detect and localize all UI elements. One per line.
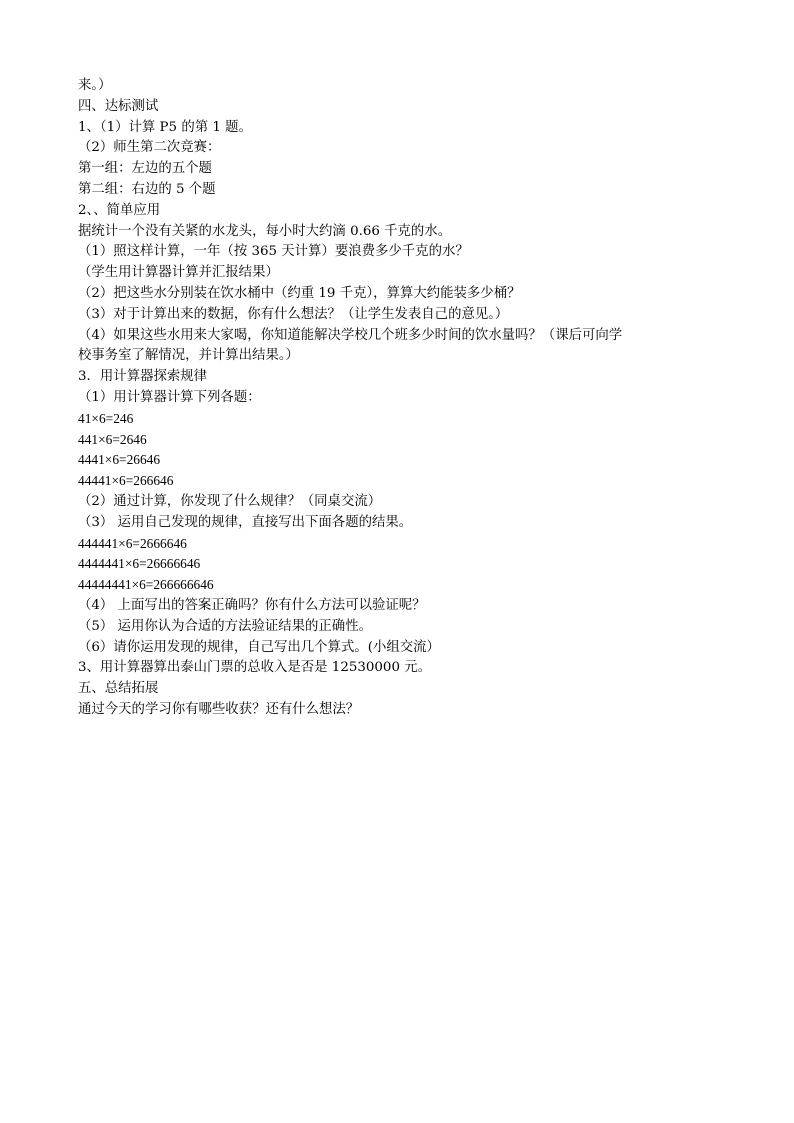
text-line: （4）如果这些水用来大家喝，你知道能解决学校几个班多少时间的饮水量吗？（课后可向学 — [78, 327, 623, 343]
text-line: （3） 运用自己发现的规律，直接写出下面各题的结果。 — [78, 514, 413, 530]
text-line: （6）请你运用发现的规律，自己写出几个算式。(小组交流） — [78, 639, 440, 655]
text-line: 通过今天的学习你有哪些收获？还有什么想法？ — [78, 701, 360, 717]
equation-line: 4444441×6=26666646 — [78, 556, 201, 572]
document-body — [78, 76, 738, 721]
equation-line: 44444441×6=266666646 — [78, 577, 214, 593]
subsection-heading: 3．用计算器探索规律 — [78, 369, 208, 385]
text-line: （1）用计算器计算下列各题： — [78, 389, 261, 405]
equation-line: 4441×6=26646 — [78, 452, 161, 468]
text-line: 来。） — [78, 78, 112, 93]
text-line: （2）通过计算，你发现了什么规律？（同桌交流） — [78, 493, 382, 509]
text-line: 1、（1）计算 P5 的第 1 题。 — [78, 119, 252, 135]
section-heading: 四、达标测试 — [78, 98, 159, 114]
text-line: （学生用计算器计算并汇报结果） — [78, 265, 279, 281]
equation-line: 444441×6=2666646 — [78, 535, 187, 551]
text-line: （5） 运用你认为合适的方法验证结果的正确性。 — [78, 618, 372, 634]
equation-line: 41×6=246 — [78, 410, 134, 426]
text-line: （2）把这些水分别装在饮水桶中（约重 19 千克），算算大约能装多少桶？ — [78, 285, 521, 301]
text-line: 3、用计算器算出泰山门票的总收入是否是 12530000 元。 — [78, 660, 431, 676]
text-line: 据统计一个没有关紧的水龙头，每小时大约滴 0.66 千克的水。 — [78, 223, 452, 239]
text-line: （4） 上面写出的答案正确吗？你有什么方法可以验证呢？ — [78, 597, 426, 613]
text-line: 第二组：右边的 5 个题 — [78, 181, 216, 197]
subsection-heading: 2、、简单应用 — [78, 202, 161, 218]
text-line: 第一组：左边的五个题 — [78, 161, 212, 177]
equation-line: 44441×6=266646 — [78, 473, 174, 489]
equation-line: 441×6=2646 — [78, 431, 147, 447]
text-line: （1）照这样计算，一年（按 365 天计算）要浪费多少千克的水？ — [78, 244, 469, 260]
text-line: （3）对于计算出来的数据，你有什么想法？（让学生发表自己的意见。） — [78, 306, 509, 322]
section-heading: 五、总结拓展 — [78, 681, 159, 697]
text-line: （2）师生第二次竞赛： — [78, 140, 221, 156]
text-line: 校事务室了解情况，并计算出结果。） — [78, 348, 299, 364]
